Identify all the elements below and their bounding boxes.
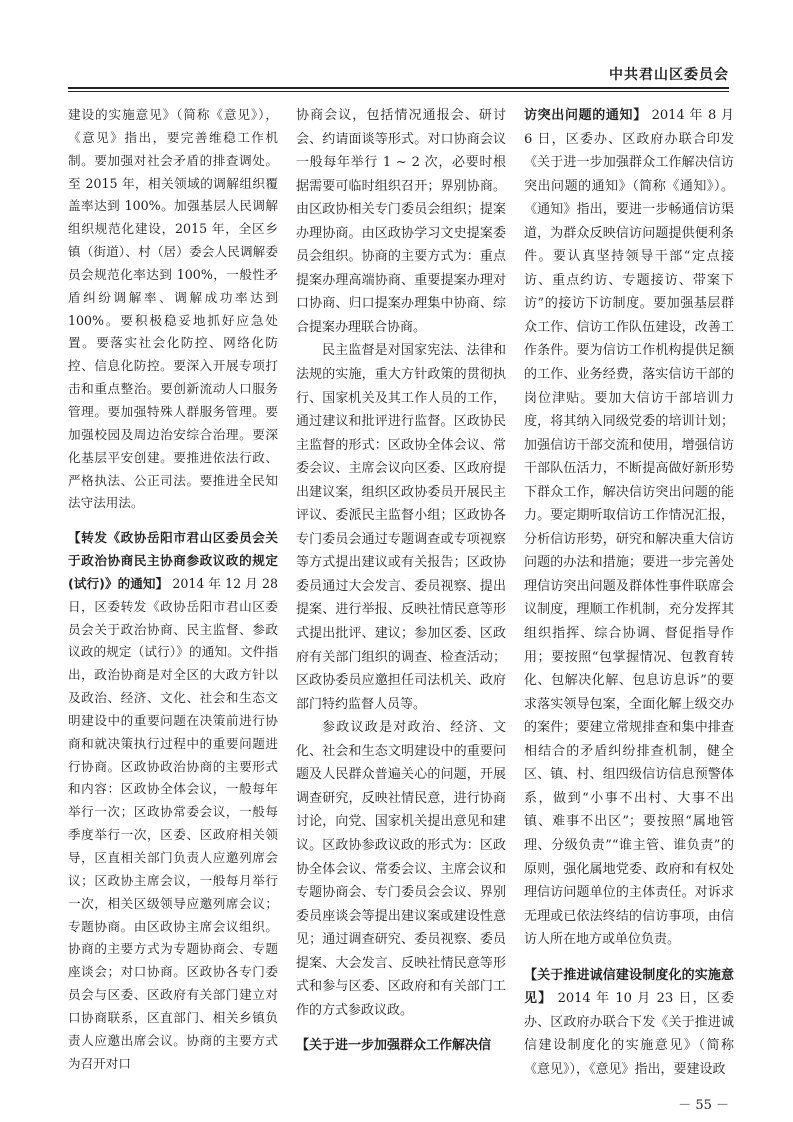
- paragraph: 2014 年 12 月 28 日，区委转发《政协岳阳市君山区委员会关于政治协商、民主监督、参政议政的规定（试行）》的通知。文件指出，政治协商是对全区的大政方针以及政治、经济、文化、社会和生态文明建设中的重要问题在决策前进行协商和就决策执行过程中的重要问题进行协商。区政协政治协商的主要形式和内容：区政协全体会议，一般每年举行一次；区政协常委会议，一般每季度举行一次，区委、区政府相关领导，区直相关部门负责人应邀列席会议；区政协主席会议，一般每月举行一次，相关区级领导应邀列席会议；专题协商。由区政协主席会议组织。协商的主要方式为专题协商会、专题座谈会；对口协商。区政协各专门委员会与区委、区政府有关部门建立对口协商联系，区直部门、相关乡镇负责人应邀出席会议。协商的主要方式为召开对口: [68, 575, 278, 1071]
- text-column-3: [524, 104, 734, 1081]
- section-heading: 【转发《政协岳阳市君山区委员会关于政治协商民主协商参政议政的规定(试行)》的通知】: [68, 530, 278, 591]
- section-block: [68, 527, 278, 1075]
- paragraph: 参政议政是对政治、经济、文化、社会和生态文明建设中的重要问题及人民群众普遍关心的问题，开展调查研究，反映社情民意，进行协商讨论，向党、国家机关提出意见和建议。区政协参政议政的形式为：区政协全体会议、常委会议、主席会议和专题协商会、专门委员会会议、界别委员座谈会等提出建议案或建设性意见；通过调查研究、委员视察、委员提案、大会发言、反映社情民意等形式和参与区委、区政府和有关部门工作的方式参政议政。: [296, 720, 506, 1018]
- section-heading: 访突出问题的通知】: [524, 108, 647, 123]
- section-heading: 【关于进一步加强群众工作解决信: [296, 1038, 492, 1054]
- paragraph: 建设的实施意见》（简称《意见》），《意见》指出，要完善维稳工作机制。要加强对社会矛盾的排查调处。至 2015 年，相关领域的调解组织覆盖率达到 100%。加强基层人民调解组织规范化建设，2015 年，全区乡镇（街道）、村（居）委会人民调解委员会规范化率达到 100%，一般性矛盾纠纷调解率、调解成功率达到 100%。要积极稳妥地抓好应急处置。要落实社会化防控、网络化防控、信息化防控。要深入开展专项打击和重点整治。要创新流动人口服务管理。要加强特殊人群服务管理。要加强校园及周边治安综合治理。要深化基层平安创建。要推进依法行政、严格执法、公正司法。要推进全民知法守法用法。: [68, 107, 278, 511]
- page-header-title: 中共君山区委员会: [609, 67, 729, 83]
- paragraph: 民主监督是对国家宪法、法律和法规的实施，重大方针政策的贯彻执行、国家机关及其工作人员的工作，通过建议和批评进行监督。区政协民主监督的形式：区政协全体会议、常委会议、主席会议向区委、区政府提出建议案，组织区政协委员开展民主评议、委派民主监督小组；区政协各专门委员会通过专题调查或专项视察等方式提出建议或有关报告；区政协委员通过大会发言、委员视察、提出提案、进行举报、反映社情民意等形式提出批评、建议；参加区委、区政府有关部门组织的调查、检查活动；区政协委员应邀担任司法机关、政府部门特约监督人员等。: [296, 343, 506, 712]
- text-column-2: [296, 104, 506, 1058]
- paragraph: 协商会议，包括情况通报会、研讨会、约请面谈等形式。对口协商会议一般每年举行 1 ~ 2 次，必要时根据需要可临时组织召开；界别协商。由区政协相关专门委员会组织；提案办理协商。由区政协学习文史提案委员会组织。协商的主要方式为：重点提案办理高端协商、重要提案办理对口协商、归口提案办理集中协商、综合提案办理联合协商。: [296, 108, 506, 335]
- page-number: － 55 －: [678, 1098, 729, 1113]
- text-column-1: [68, 104, 278, 1075]
- header-divider: [68, 87, 729, 92]
- section-block: [524, 104, 734, 952]
- paragraph: 2014 年 10 月 23 日，区委办、区政府办联合下发《关于推进诚信建设制度化的实施意见》（简称《意见》），《意见》指出，要建设政: [524, 991, 734, 1077]
- paragraph: 2014 年 8 月 6 日，区委办、区政府办联合印发《关于进一步加强群众工作解决信访突出问题的通知》（简称《通知》）。《通知》指出，要进一步畅通信访渠道，为群众反映信访问题提供便利条件。要认真坚持领导干部“定点接访、重点约访、专题接访、带案下访”的接访下访制度。要加强基层群众工作、信访工作队伍建设，改善工作条件。要为信访工作机构提供足额的工作、业务经费，落实信访干部的岗位津贴。要加大信访干部培训力度，将其纳入同级党委的培训计划；加强信访干部交流和使用，增强信访干部队伍活力，不断提高做好新形势下群众工作，解决信访突出问题的能力。要定期听取信访工作情况汇报，分析信访形势，研究和解决重大信访问题的办法和措施；要进一步完善处理信访突出问题及群体性事件联席会议制度，理顺工作机制，充分发挥其组织指挥、综合协调、督促指导作用；要按照“包掌握情况、包教育转化、包解决化解、包息访息诉”的要求落实领导包案，全面化解上级交办的案件；要建立常规排查和集中排查相结合的矛盾纠纷排查机制，健全区、镇、村、组四级信访信息预警体系，做到“小事不出村、大事不出镇、难事不出区”；要按照“属地管理、分级负责”“谁主管、谁负责”的原则，强化属地党委、政府和有权处理信访问题单位的主体责任。对诉求无理或已依法终结的信访事项，由信访人所在地方或单位负责。: [524, 108, 734, 948]
- section-heading: 【关于推进诚信建设制度化的实施意见】: [524, 967, 734, 1007]
- section-block: [524, 964, 734, 1082]
